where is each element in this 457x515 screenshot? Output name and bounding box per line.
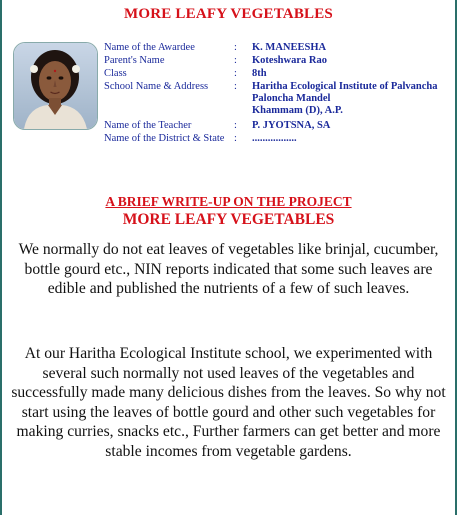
page-title: MORE LEAFY VEGETABLES — [124, 6, 333, 22]
field-value: Koteshwara Rao — [252, 55, 327, 66]
field-value: Paloncha Mandel — [252, 93, 331, 104]
field-value: Haritha Ecological Institute of Palvancha — [252, 81, 438, 92]
field-value: Khammam (D), A.P. — [252, 105, 343, 116]
writeup-heading: A BRIEF WRITE-UP ON THE PROJECT — [105, 194, 352, 209]
field-colon: : — [234, 133, 237, 144]
field-value: K. MANEESHA — [252, 42, 327, 53]
field-colon: : — [234, 42, 237, 53]
writeup-paragraph: We normally do not eat leaves of vegetables like brinjal, cucumber, bottle gourd etc., NIN reports indicated that some such leaves are edible and published the nutrients of a few of such leaves. — [18, 241, 439, 297]
writeup-paragraph: At our Haritha Ecological Institute school, we experimented with several such normally not used leaves of the vegetables and successfully made many delicious dishes from the leaves. So why not start using the leaves of bottle gourd and other such vegetables for making curries, snacks etc., Further farmers can get better and more stable incomes from vegetable gardens. — [11, 345, 446, 460]
writeup-subheading: MORE LEAFY VEGETABLES — [122, 211, 335, 228]
field-label: School Name & Address — [104, 81, 209, 92]
field-label: Parent's Name — [104, 55, 165, 66]
field-label: Name of the Awardee — [104, 42, 195, 53]
field-label: Name of the Teacher — [104, 120, 192, 131]
field-label: Name of the District & State — [104, 133, 225, 144]
field-colon: : — [234, 120, 237, 131]
field-colon: : — [234, 81, 237, 92]
awardee-photo — [13, 42, 98, 130]
field-value: ................. — [252, 133, 297, 144]
field-colon: : — [234, 55, 237, 66]
student-portrait-icon — [14, 43, 97, 129]
field-value: 8th — [252, 68, 267, 79]
field-value: P. JYOTSNA, SA — [252, 120, 331, 131]
field-colon: : — [234, 68, 237, 79]
field-label: Class — [104, 68, 127, 79]
